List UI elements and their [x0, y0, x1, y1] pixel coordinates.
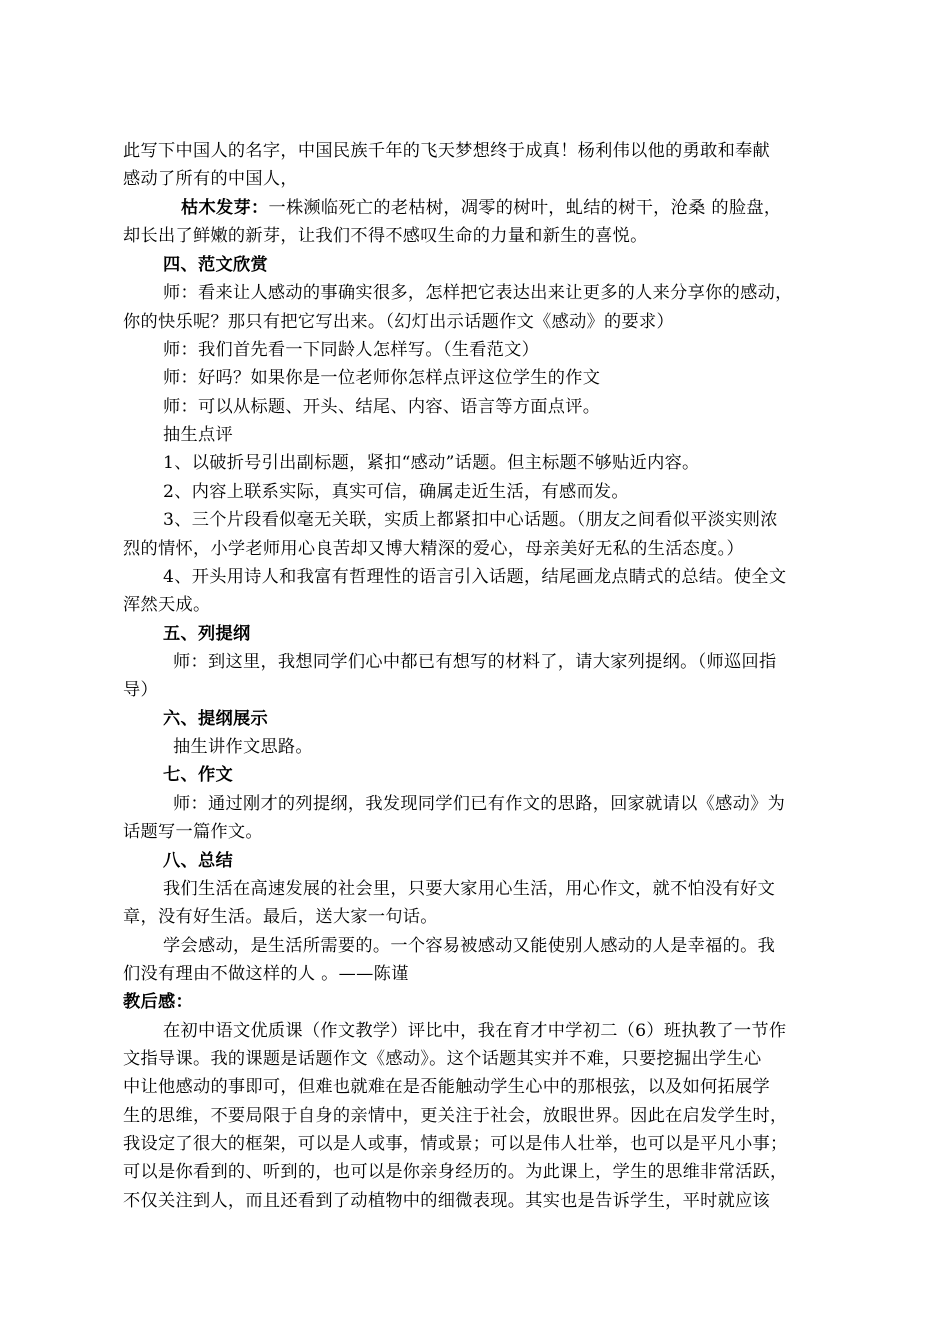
paragraph-line: 你的快乐呢？那只有把它写出来。（幻灯出示话题作文《感动》的要求） [123, 312, 675, 332]
inline-text: 一株濒临死亡的老枯树，凋零的树叶，虬结的树干，沧桑 的脸盘， [268, 198, 782, 218]
paragraph-line: 感动了所有的中国人， [123, 169, 298, 189]
paragraph-line: 文指导课。我的课题是话题作文《感动》。这个话题其实并不难，只要挖掘出学生心 [123, 1049, 762, 1069]
paragraph-line: 师：好吗？如果你是一位老师你怎样点评这位学生的作文 [163, 368, 601, 388]
list-item: 2、内容上联系实际，真实可信，确属走近生活，有感而发。 [163, 482, 629, 502]
paragraph-line: 不仅关注到人，而且还看到了动植物中的细微表现。其实也是告诉学生，平时就应该 [123, 1191, 771, 1211]
paragraph-line: 抽生点评 [163, 425, 233, 445]
paragraph-line: 学会感动，是生活所需要的。一个容易被感动又能使别人感动的人是幸福的。我 [163, 936, 776, 956]
paragraph-line: 可以是你看到的、听到的，也可以是你亲身经历的。为此课上，学生的思维非常活跃， [123, 1162, 788, 1182]
paragraph-line: 抽生讲作文思路。 [173, 737, 313, 757]
paragraph-line: 们没有理由不做这样的人 。——陈谨 [123, 964, 409, 984]
paragraph-line: 师：可以从标题、开头、结尾、内容、语言等方面点评。 [163, 397, 601, 417]
paragraph-line: 导） [123, 680, 158, 700]
list-item: 3、三个片段看似毫无关联，实质上都紧扣中心话题。（朋友之间看似平淡实则浓 [163, 510, 778, 530]
paragraph-line: 生的思维，不要局限于自身的亲情中，更关注于社会，放眼世界。因此在启发学生时， [123, 1106, 788, 1126]
paragraph-line: 中让他感动的事即可，但难也就难在是否能触动学生心中的那根弦，以及如何拓展学 [123, 1077, 771, 1097]
paragraph-line: 烈的情怀，小学老师用心良苦却又博大精深的爱心，母亲美好无私的生活态度。） [123, 539, 744, 559]
paragraph-line: 师：到这里，我想同学们心中都已有想写的材料了，请大家列提纲。（师巡回指 [173, 652, 777, 672]
list-item: 1、以破折号引出副标题，紧扣“感动”话题。但主标题不够贴近内容。 [163, 453, 700, 473]
paragraph-line: 话题写一篇作文。 [123, 822, 263, 842]
section-heading: 五、列提纲 [163, 624, 251, 644]
paragraph-line: 在初中语文优质课（作文教学）评比中，我在育才中学初二（6）班执教了一节作 [163, 1021, 787, 1041]
paragraph-line: 浑然天成。 [123, 595, 211, 615]
paragraph-line: 我设定了很大的框架，可以是人或事，情或景；可以是伟人壮举，也可以是平凡小事； [123, 1134, 788, 1154]
paragraph-line: 师：我们首先看一下同龄人怎样写。（生看范文） [163, 340, 540, 360]
paragraph-line: 却长出了鲜嫩的新芽，让我们不得不感叹生命的力量和新生的喜悦。 [123, 226, 648, 246]
section-heading: 四、范文欣赏 [163, 255, 268, 275]
paragraph-line: 师：通过刚才的列提纲，我发现同学们已有作文的思路，回家就请以《感动》为 [173, 794, 786, 814]
paragraph-line [181, 197, 781, 219]
section-heading: 七、作文 [163, 765, 233, 785]
section-heading: 六、提纲展示 [163, 709, 268, 729]
paragraph-line: 章，没有好生活。最后，送大家一句话。 [123, 907, 438, 927]
paragraph-line: 师：看来让人感动的事确实很多，怎样把它表达出来让更多的人来分享你的感动， [163, 283, 793, 303]
paragraph-line: 此写下中国人的名字，中国民族千年的飞天梦想终于成真！杨利伟以他的勇敢和奉献 [123, 141, 771, 161]
paragraph-line: 我们生活在高速发展的社会里，只要大家用心生活，用心作文，就不怕没有好文 [163, 879, 776, 899]
inline-heading: 枯木发芽： [181, 198, 269, 218]
section-heading: 八、总结 [163, 851, 233, 871]
list-item: 4、开头用诗人和我富有哲理性的语言引入话题，结尾画龙点睛式的总结。使全文 [163, 567, 787, 587]
section-heading: 教后感： [123, 992, 193, 1012]
